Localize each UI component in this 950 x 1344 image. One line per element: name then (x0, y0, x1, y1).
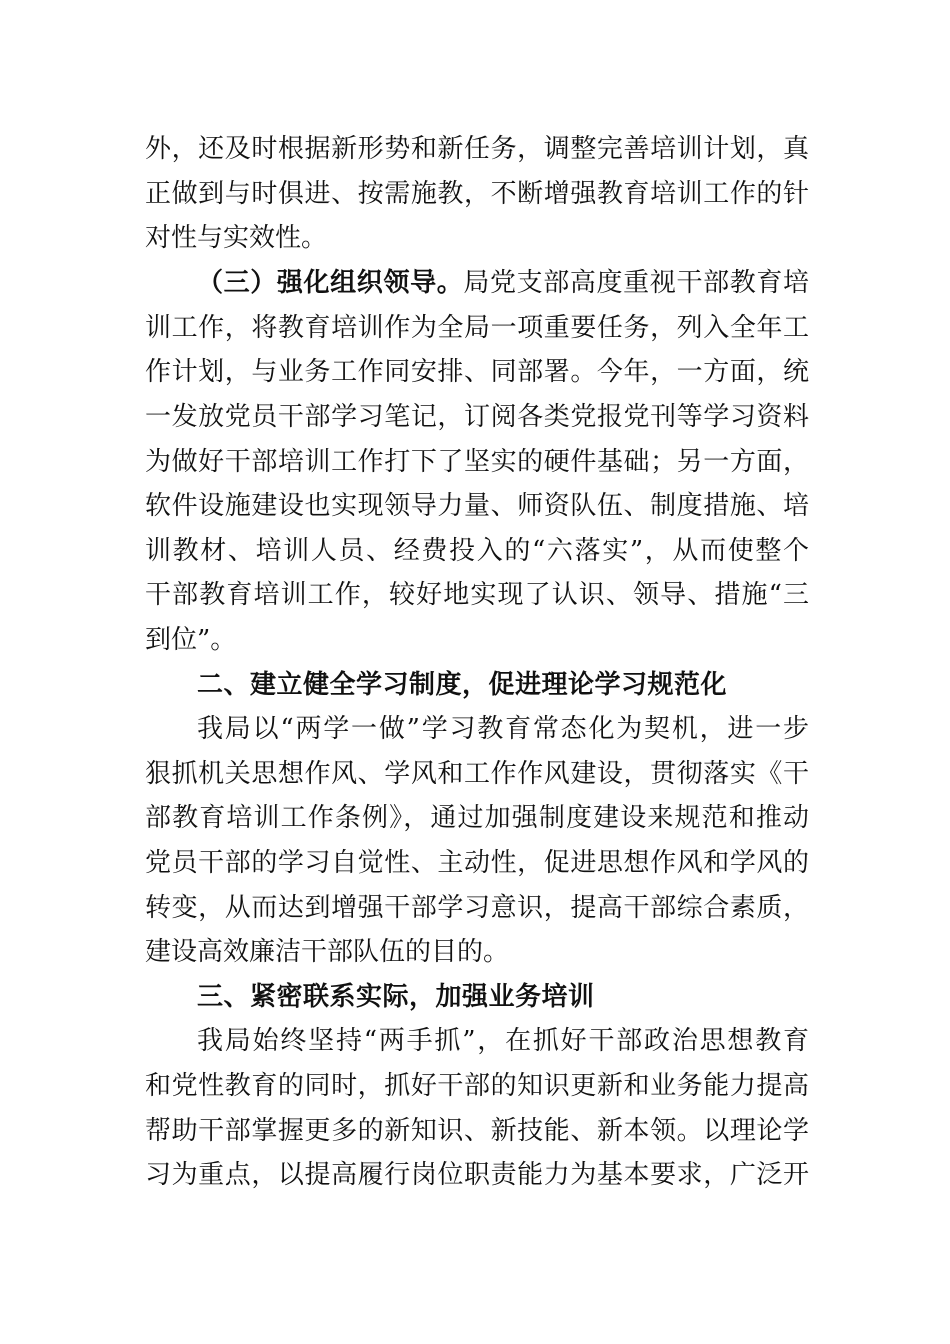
paragraph-line: 正做到与时俱进、按需施教，不断增强教育培训工作的针 (145, 179, 809, 209)
paragraph-line: 我局以“两学一做”学习教育常态化为契机，进一步 (197, 714, 809, 744)
subsection-title: （三）强化组织领导。 (197, 268, 464, 298)
paragraph-line: 习为重点，以提高履行岗位职责能力为基本要求，广泛开 (145, 1160, 809, 1190)
paragraph-line: 训工作，将教育培训作为全局一项重要任务，列入全年工 (145, 313, 809, 343)
paragraph-line: 帮助干部掌握更多的新知识、新技能、新本领。以理论学 (145, 1116, 809, 1146)
paragraph-line: 作计划，与业务工作同安排、同部署。今年，一方面，统 (145, 357, 809, 387)
paragraph-line: 为做好干部培训工作打下了坚实的硬件基础；另一方面， (145, 447, 809, 477)
paragraph-line: 软件设施建设也实现领导力量、师资队伍、制度措施、培 (145, 491, 809, 521)
paragraph-line: 一发放党员干部学习笔记，订阅各类党报党刊等学习资料 (145, 402, 809, 432)
paragraph-line: 干部教育培训工作，较好地实现了认识、领导、措施“三 (145, 580, 809, 610)
paragraph-line: 建设高效廉洁干部队伍的目的。 (145, 937, 510, 967)
paragraph-line: 我局始终坚持“两手抓”，在抓好干部政治思想教育 (197, 1026, 809, 1056)
paragraph-line: 狠抓机关思想作风、学风和工作作风建设，贯彻落实《干 (145, 759, 809, 789)
paragraph-text: 局党支部高度重视干部教育培 (463, 268, 809, 298)
paragraph-line: 和党性教育的同时，抓好干部的知识更新和业务能力提高 (145, 1071, 809, 1101)
paragraph-line: 部教育培训工作条例》，通过加强制度建设来规范和推动 (145, 803, 809, 833)
paragraph-line: 到位”。 (145, 625, 237, 655)
paragraph-line: 训教材、培训人员、经费投入的“六落实”，从而使整个 (145, 536, 809, 566)
paragraph-line: 转变，从而达到增强干部学习意识，提高干部综合素质， (145, 893, 809, 923)
paragraph-line: 对性与实效性。 (145, 223, 328, 253)
paragraph-line: 党员干部的学习自觉性、主动性，促进思想作风和学风的 (145, 848, 809, 878)
section-heading: 三、紧密联系实际，加强业务培训 (197, 982, 595, 1012)
paragraph-line: 外，还及时根据新形势和新任务，调整完善培训计划，真 (145, 134, 809, 164)
section-heading: 二、建立健全学习制度，促进理论学习规范化 (197, 670, 728, 700)
subsection-first-line (197, 266, 809, 300)
